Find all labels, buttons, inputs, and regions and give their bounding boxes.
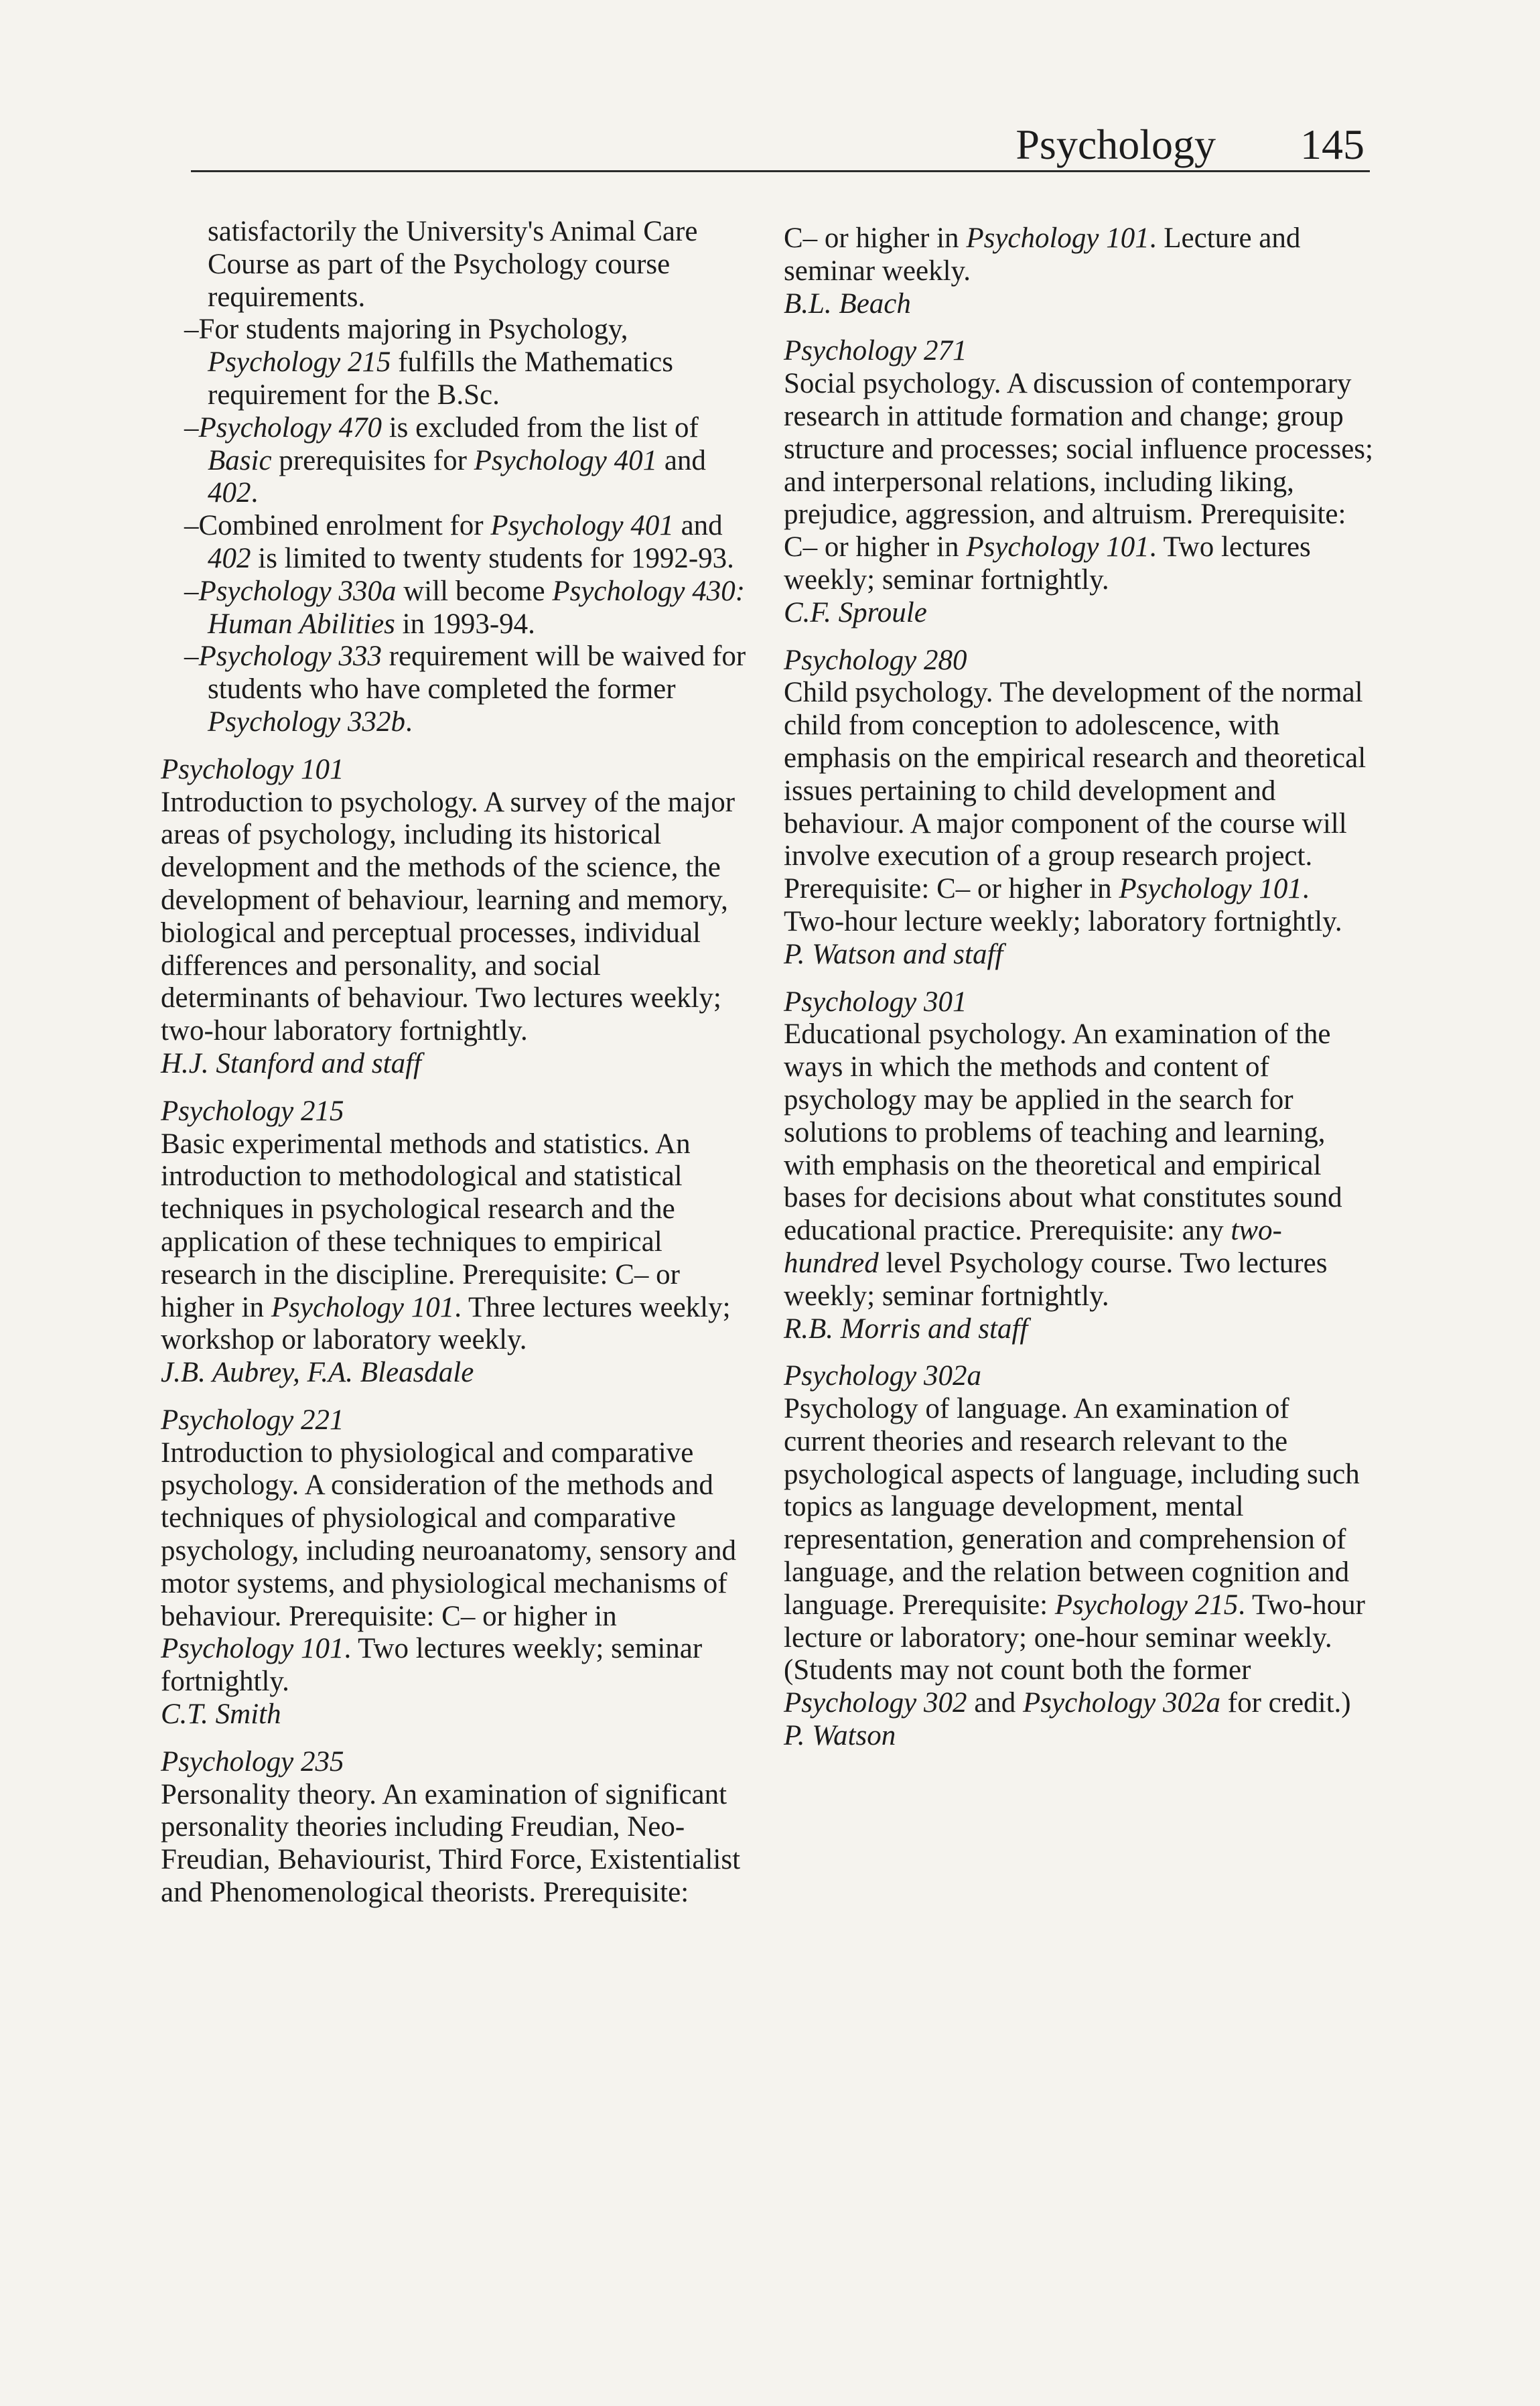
italic-text: 402	[208, 477, 251, 509]
course-entry	[161, 1095, 750, 1390]
text-run: –	[184, 575, 199, 607]
course-description	[784, 677, 1373, 938]
text-run: Psychology of language. An examination of current theories and research relevant to the psychological aspects of language, including such topics as language development, mental representation, generation and comprehension of language, and the relation between cognition and language. Prerequisite:	[784, 1393, 1360, 1621]
italic-text: Psychology 215	[208, 346, 391, 379]
note-item	[161, 510, 750, 576]
course-instructor: C.T. Smith	[161, 1698, 281, 1731]
text-run: Introduction to psychology. A survey of the major areas of psychology, including its historical development and the methods of the science, the development of behaviour, learning and memory, biological and perceptual processes, individual differences and personality, and social determinants of behaviour. Two lectures weekly; two-hour laboratory fortnightly.	[161, 786, 736, 1047]
left-course-list	[161, 754, 750, 1910]
text-run: C– or higher in	[784, 222, 967, 254]
text-run: –	[184, 641, 199, 673]
text-run: –For students majoring in Psychology,	[184, 314, 628, 346]
right-course-list	[784, 335, 1373, 1752]
page-header	[191, 113, 1370, 177]
left-column	[161, 216, 750, 1910]
course-title: Psychology 221	[161, 1404, 344, 1436]
text-run: . Two-hour lecture weekly; laboratory fortnightly.	[784, 873, 1342, 937]
course-instructor: H.J. Stanford and staff	[161, 1047, 421, 1079]
italic-text: Psychology 332b	[208, 706, 405, 738]
text-run: . Lecture and seminar weekly.	[784, 222, 1301, 287]
italic-text: Psychology 215	[1054, 1589, 1239, 1621]
text-run: and	[673, 510, 723, 542]
course-title: Psychology 271	[784, 335, 967, 367]
course-title: Psychology 215	[161, 1095, 344, 1127]
text-run: fulfills the Mathematics requirement for the B.Sc.	[208, 346, 673, 411]
italic-text: Basic	[208, 444, 272, 476]
course-instructor: C.F. Sproule	[784, 596, 927, 628]
italic-text: Psychology 101	[271, 1291, 455, 1323]
italic-text: 402	[208, 542, 251, 574]
right-column	[784, 222, 1373, 1753]
text-run: requirement will be waived for students who have completed the former	[208, 641, 746, 706]
course-entry	[784, 986, 1373, 1346]
text-run: and	[657, 444, 706, 476]
italic-text: Psychology 333	[198, 641, 382, 673]
note-item	[161, 412, 750, 510]
italic-text: Psychology 430: Human Abilities	[208, 575, 746, 640]
course-entry	[161, 754, 750, 1081]
course-description	[161, 787, 750, 1048]
text-run: Personality theory. An examination of significant personality theories including Freudian, Neo-Freudian, Behaviourist, Third Force, Existentialist and Phenomenological theorists. Prerequisite:	[161, 1778, 741, 1909]
italic-text: Psychology 101	[1119, 873, 1302, 905]
course-description	[161, 1437, 750, 1698]
note-item	[161, 576, 750, 641]
course-title: Psychology 235	[161, 1745, 344, 1778]
course-description	[161, 1779, 750, 1910]
italic-text: two-hundred	[784, 1215, 1282, 1279]
text-run: for credit.)	[1220, 1687, 1351, 1719]
page-number: 145	[1300, 121, 1364, 168]
course-instructor: B.L. Beach	[784, 287, 911, 320]
text-run: .	[251, 477, 259, 509]
italic-text: Psychology 401	[490, 510, 674, 542]
text-run: in 1993-94.	[395, 608, 535, 640]
text-run: . Two lectures weekly; seminar fortnightly.	[784, 531, 1311, 596]
continuation-paragraph	[784, 222, 1373, 288]
course-title: Psychology 280	[784, 644, 967, 676]
text-run: prerequisites for	[271, 444, 474, 476]
course-description	[784, 368, 1373, 597]
text-run: –Combined enrolment for	[184, 510, 491, 542]
note-item	[161, 314, 750, 411]
text-run: Child psychology. The development of the normal child from conception to adolescence, with emphasis on the empirical research and theoretical issues pertaining to child development and behaviour. A major component of the course will involve execution of a group research project. Prerequisite: C– or higher in	[784, 677, 1367, 905]
course-entry	[161, 1746, 750, 1910]
italic-text: Psychology 470	[198, 411, 382, 444]
note-item	[161, 641, 750, 738]
text-run: is limited to twenty students for 1992-93.	[251, 542, 734, 574]
text-run: . Two-hour lecture or laboratory; one-hour seminar weekly. (Students may not count both the former	[784, 1589, 1365, 1686]
italic-text: Psychology 330a	[198, 575, 397, 607]
course-entry	[161, 1404, 750, 1731]
course-instructor: R.B. Morris and staff	[784, 1313, 1028, 1345]
text-run: is excluded from the list of	[381, 411, 699, 444]
course-title: Psychology 101	[161, 753, 344, 785]
text-run: Social psychology. A discussion of contemporary research in attitude formation and change; group structure and processes; social influence processes; and interpersonal relations, including liking, prejudice, aggression, and altruism. Prerequisite: C– or higher in	[784, 368, 1373, 563]
text-run: .	[405, 706, 413, 738]
header-rule	[191, 170, 1370, 172]
course-description	[784, 1393, 1373, 1720]
italic-text: Psychology 302	[784, 1687, 967, 1719]
notes-list	[161, 314, 750, 738]
text-run: and	[967, 1687, 1024, 1719]
text-run: will become	[396, 575, 553, 607]
text-run: level Psychology course. Two lectures weekly; seminar fortnightly.	[784, 1247, 1328, 1312]
course-description	[161, 1128, 750, 1357]
italic-text: Psychology 401	[474, 444, 658, 476]
course-entry	[784, 1360, 1373, 1753]
text-run: . Two lectures weekly; seminar fortnightly.	[161, 1633, 703, 1698]
italic-text: Psychology 101	[966, 531, 1149, 563]
italic-text: Psychology 101	[161, 1633, 344, 1665]
course-instructor: P. Watson	[784, 1720, 896, 1752]
course-title: Psychology 302a	[784, 1360, 981, 1392]
italic-text: Psychology 101	[966, 222, 1149, 254]
text-run: . Three lectures weekly; workshop or laboratory weekly.	[161, 1291, 731, 1356]
course-instructor: J.B. Aubrey, F.A. Bleasdale	[161, 1357, 474, 1389]
italic-text: Psychology 302a	[1023, 1687, 1220, 1719]
text-run: –	[184, 411, 199, 444]
intro-paragraph: satisfactorily the University's Animal Care Course as part of the Psychology course requirements.	[208, 216, 698, 313]
running-title: Psychology	[1016, 121, 1216, 168]
course-title: Psychology 301	[784, 986, 967, 1018]
text-run: Basic experimental methods and statistics. An introduction to methodological and statistical techniques in psychological research and the application of these techniques to empirical research in the discipline. Prerequisite: C– or higher in	[161, 1128, 691, 1323]
course-instructor: P. Watson and staff	[784, 938, 1003, 970]
course-entry	[784, 645, 1373, 972]
course-description	[784, 1018, 1373, 1313]
text-run: Educational psychology. An examination of the ways in which the methods and content of psychology may be applied in the search for solutions to problems of teaching and learning, with emphasis on the theoretical and empirical bases for decisions about what constitutes sound educational practice. Prerequisite: any	[784, 1018, 1342, 1247]
text-run: Introduction to physiological and comparative psychology. A consideration of the methods and techniques of physiological and comparative psychology, including neuroanatomy, sensory and motor systems, and physiological mechanisms of behaviour. Prerequisite: C– or higher in	[161, 1436, 737, 1632]
course-entry	[784, 335, 1373, 629]
